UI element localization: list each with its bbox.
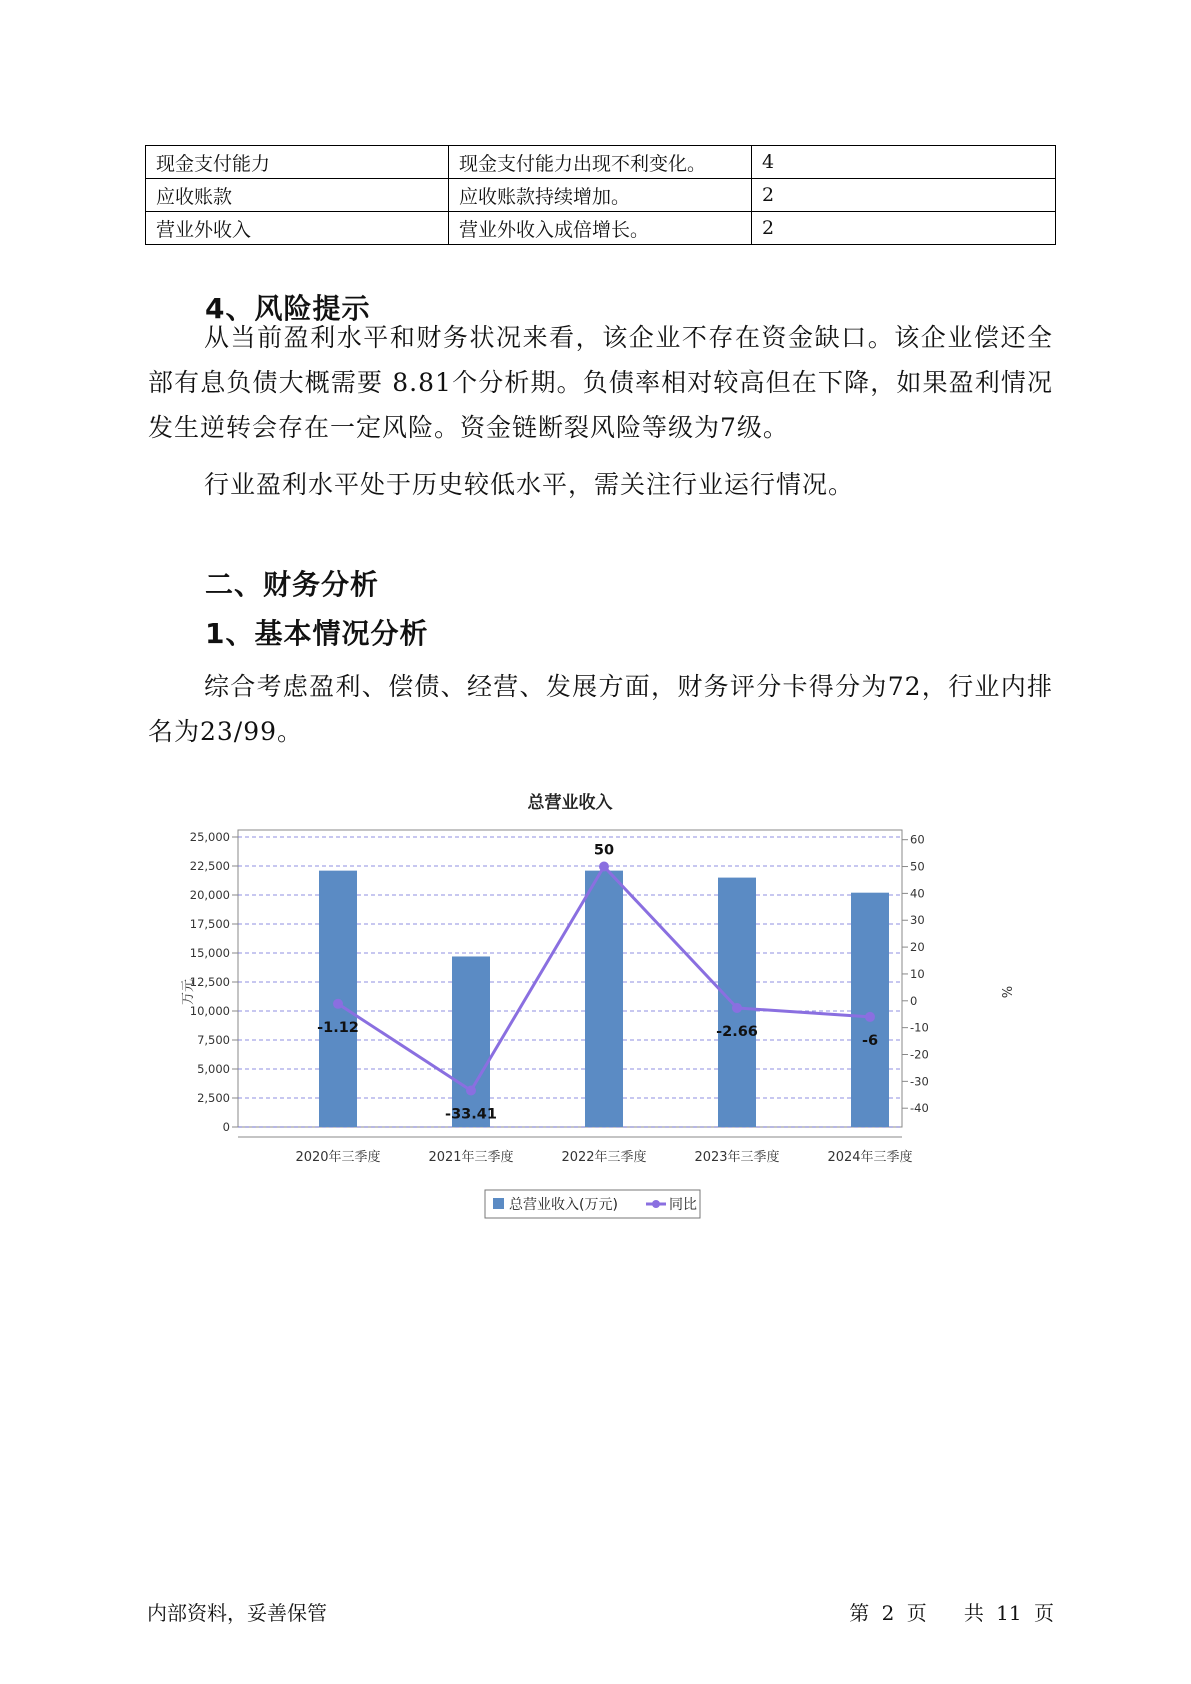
y-tick-label: 2,500: [197, 1091, 230, 1105]
y2-tick-label: 10: [910, 966, 925, 981]
risk-paragraph-2: 行业盈利水平处于历史较低水平，需关注行业运行情况。: [204, 470, 855, 499]
y2-tick-label: -10: [910, 1020, 929, 1035]
x-tick-label: 2024年三季度: [827, 1150, 913, 1165]
y2-tick-label: 0: [910, 993, 918, 1008]
risk-indicator-table: [145, 145, 1056, 245]
footer-page-number: [849, 1597, 1054, 1626]
revenue-chart: [150, 780, 1050, 1240]
bar: [452, 956, 490, 1127]
y2-tick-label: -40: [910, 1101, 929, 1116]
y-tick-label: 15,000: [189, 946, 230, 960]
x-tick-label: 2020年三季度: [295, 1150, 381, 1165]
table-row: [146, 179, 1056, 212]
table-cell-item: 营业外收入: [146, 212, 449, 245]
chart-title: 总营业收入: [527, 793, 613, 813]
x-tick-label: 2022年三季度: [561, 1150, 647, 1165]
legend-line-marker: [652, 1200, 660, 1208]
table-cell-description: 应收账款持续增加。: [449, 179, 752, 212]
bar: [718, 878, 756, 1127]
yoy-point: [599, 862, 609, 872]
table-cell-description: 现金支付能力出现不利变化。: [449, 146, 752, 179]
footer-total: 共 11 页: [963, 1601, 1054, 1625]
table-cell-item: 应收账款: [146, 179, 449, 212]
bar: [851, 893, 889, 1127]
yoy-point: [732, 1003, 742, 1013]
table-cell-score: 2: [752, 179, 1056, 212]
y-tick-label: 12,500: [189, 975, 230, 989]
table-cell-score: 4: [752, 146, 1056, 179]
risk-paragraph-1: 从当前盈利水平和财务状况来看，该企业不存在资金缺口。该企业偿还全部有息负债大概需要 8.81个分析期。负债率相对较高但在下降，如果盈利情况发生逆转会存在一定风险。资金链断裂风险等级为7级。: [148, 323, 1053, 442]
legend-bar-label: 总营业收入(万元): [509, 1197, 618, 1213]
legend-bar-swatch: [493, 1198, 504, 1209]
y2-tick-label: 60: [910, 832, 925, 847]
yoy-data-label: -1.12: [317, 1019, 359, 1036]
y-tick-label: 22,500: [189, 859, 230, 873]
yoy-point: [333, 999, 343, 1009]
y2-tick-label: -20: [910, 1047, 929, 1062]
y-tick-label: 25,000: [189, 830, 230, 844]
y2-tick-label: 40: [910, 886, 925, 901]
table-row: [146, 212, 1056, 245]
y2-tick-label: 20: [910, 940, 925, 955]
yoy-point: [466, 1086, 476, 1096]
table-cell-item: 现金支付能力: [146, 146, 449, 179]
basic-analysis-heading: 1、基本情况分析: [205, 617, 429, 650]
x-tick-label: 2023年三季度: [694, 1150, 780, 1165]
yoy-point: [865, 1012, 875, 1022]
yoy-data-label: -33.41: [445, 1106, 497, 1123]
y2-axis-label: %: [998, 985, 1013, 999]
y-tick-label: 5,000: [197, 1062, 230, 1076]
basic-analysis-paragraph: 综合考虑盈利、偿债、经营、发展方面，财务评分卡得分为72，行业内排名为23/99。: [148, 672, 1053, 746]
y-axis-label: 万元: [181, 978, 196, 1006]
y2-tick-label: -30: [910, 1074, 929, 1089]
table-row: [146, 146, 1056, 179]
bar: [585, 871, 623, 1127]
y-tick-label: 17,500: [189, 917, 230, 931]
y-tick-label: 10,000: [189, 1004, 230, 1018]
y-tick-label: 20,000: [189, 888, 230, 902]
legend-line-label: 同比: [669, 1197, 697, 1213]
yoy-data-label: 50: [593, 842, 615, 859]
finance-heading: 二、财务分析: [205, 568, 380, 601]
yoy-data-label: -2.66: [716, 1023, 758, 1040]
yoy-data-label: -6: [861, 1032, 879, 1049]
footer-confidential: 内部资料，妥善保管: [147, 1601, 327, 1625]
y2-tick-label: 30: [910, 913, 925, 928]
y-tick-label: 0: [222, 1120, 230, 1134]
x-tick-label: 2021年三季度: [428, 1150, 514, 1165]
table-cell-score: 2: [752, 212, 1056, 245]
y2-tick-label: 50: [910, 859, 925, 874]
footer-page: 第 2 页: [849, 1601, 927, 1625]
table-cell-description: 营业外收入成倍增长。: [449, 212, 752, 245]
y-tick-label: 7,500: [197, 1033, 230, 1047]
risk-heading: 4、风险提示: [205, 292, 371, 325]
